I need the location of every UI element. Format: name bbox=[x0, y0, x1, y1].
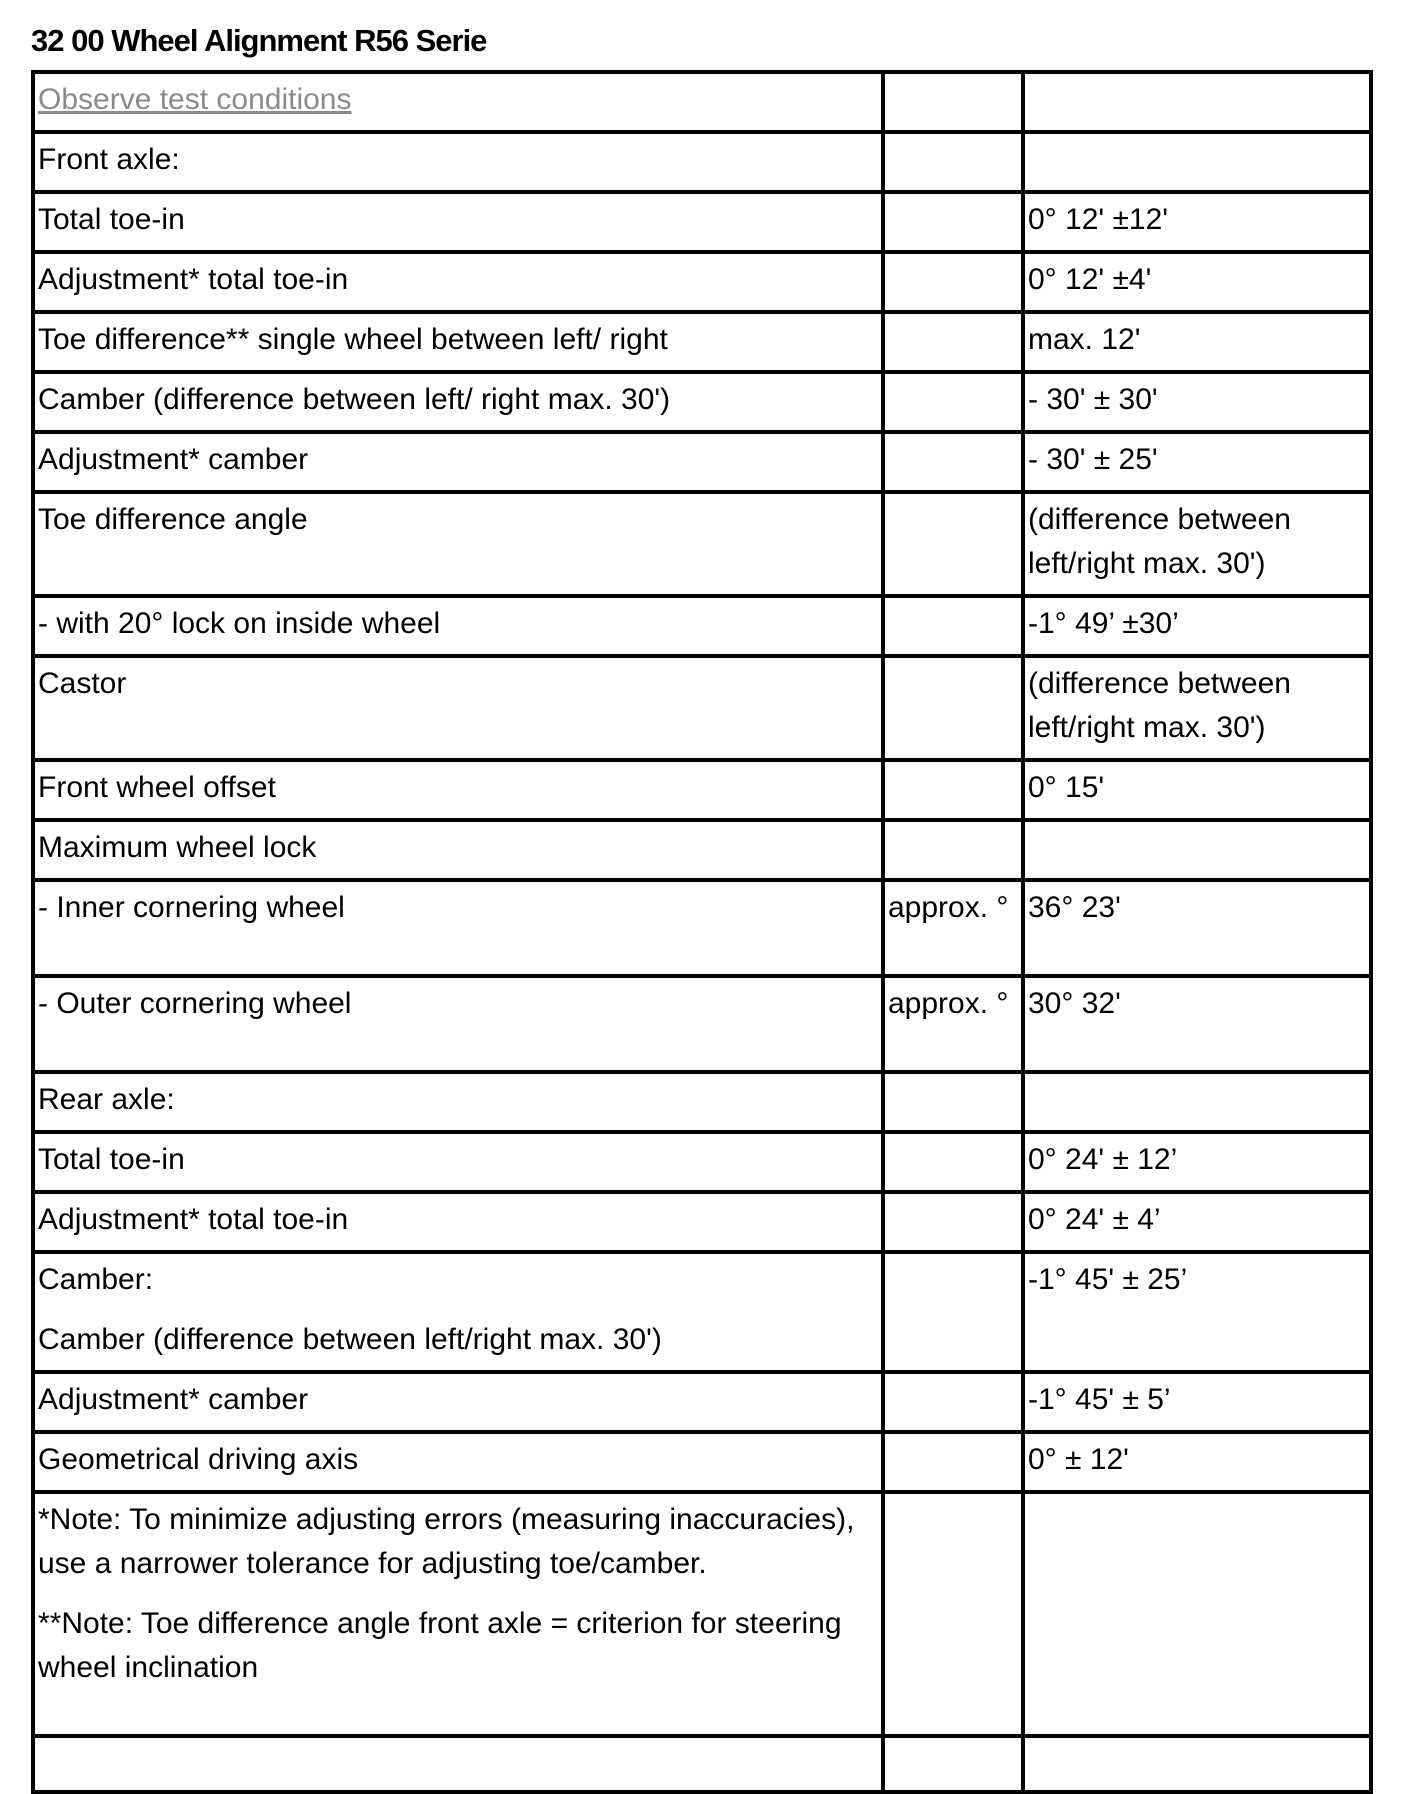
row-label: Total toe-in bbox=[33, 192, 883, 252]
test-conditions-link[interactable]: Observe test conditions bbox=[38, 83, 352, 116]
row-label: Adjustment* camber bbox=[33, 1372, 883, 1432]
table-row bbox=[33, 252, 1371, 312]
row-label: Maximum wheel lock bbox=[33, 820, 883, 880]
table-row bbox=[33, 880, 1371, 976]
row-value: (difference between left/right max. 30') bbox=[1023, 492, 1371, 596]
row-label: Castor bbox=[33, 656, 883, 760]
row-value bbox=[1023, 72, 1371, 132]
row-unit bbox=[883, 132, 1023, 192]
row-value: - 30' ± 30' bbox=[1023, 372, 1371, 432]
row-value: 0° 12' ±4' bbox=[1023, 252, 1371, 312]
camber-difference-label: Camber (difference between left/right max. 30') bbox=[38, 1323, 662, 1356]
table-row bbox=[33, 1252, 1371, 1372]
row-label: Adjustment* total toe-in bbox=[33, 1192, 883, 1252]
table-row bbox=[33, 312, 1371, 372]
row-unit: approx. ° bbox=[883, 880, 1023, 976]
row-unit bbox=[883, 432, 1023, 492]
table-row bbox=[33, 192, 1371, 252]
row-unit bbox=[883, 596, 1023, 656]
table-row bbox=[33, 820, 1371, 880]
row-unit bbox=[883, 760, 1023, 820]
note-toe-difference: **Note: Toe difference angle front axle = criterion for steering wheel inclination bbox=[38, 1607, 842, 1684]
row-value bbox=[1023, 820, 1371, 880]
row-unit bbox=[883, 192, 1023, 252]
row-value: 0° ± 12' bbox=[1023, 1432, 1371, 1492]
row-value: -1° 49’ ±30’ bbox=[1023, 596, 1371, 656]
row-label: Front axle: bbox=[33, 132, 883, 192]
row-label: Rear axle: bbox=[33, 1072, 883, 1132]
row-label: Geometrical driving axis bbox=[33, 1432, 883, 1492]
row-unit bbox=[883, 1372, 1023, 1432]
row-value: -1° 45' ± 5’ bbox=[1023, 1372, 1371, 1432]
table-row bbox=[33, 1432, 1371, 1492]
table-row bbox=[33, 656, 1371, 760]
row-unit bbox=[883, 1072, 1023, 1132]
row-label bbox=[33, 1252, 883, 1372]
row-label: - Inner cornering wheel bbox=[33, 880, 883, 976]
row-value bbox=[1023, 1072, 1371, 1132]
camber-heading: Camber: bbox=[38, 1263, 154, 1296]
row-value: 36° 23' bbox=[1023, 880, 1371, 976]
note-adjusting-errors: *Note: To minimize adjusting errors (measuring inaccuracies), use a narrower tolerance for adjusting toe/camber. bbox=[38, 1503, 855, 1580]
row-label: - Outer cornering wheel bbox=[33, 976, 883, 1072]
row-label: Adjustment* total toe-in bbox=[33, 252, 883, 312]
table-row bbox=[33, 760, 1371, 820]
table-row bbox=[33, 596, 1371, 656]
table-row bbox=[33, 372, 1371, 432]
row-unit bbox=[883, 1252, 1023, 1372]
row-label: Total toe-in bbox=[33, 1132, 883, 1192]
row-value bbox=[1023, 132, 1371, 192]
table-row bbox=[33, 492, 1371, 596]
row-label: - with 20° lock on inside wheel bbox=[33, 596, 883, 656]
row-unit bbox=[883, 1192, 1023, 1252]
row-unit bbox=[883, 492, 1023, 596]
row-unit bbox=[883, 372, 1023, 432]
row-label: Front wheel offset bbox=[33, 760, 883, 820]
table-row-notes bbox=[33, 1492, 1371, 1736]
table-row bbox=[33, 1192, 1371, 1252]
row-unit bbox=[883, 1132, 1023, 1192]
row-value: 30° 32' bbox=[1023, 976, 1371, 1072]
notes-cell bbox=[33, 1492, 883, 1736]
table-row bbox=[33, 132, 1371, 192]
row-label[interactable] bbox=[33, 72, 883, 132]
row-value: -1° 45' ± 25’ bbox=[1023, 1252, 1371, 1372]
row-value: - 30' ± 25' bbox=[1023, 432, 1371, 492]
table-row bbox=[33, 1072, 1371, 1132]
row-unit bbox=[883, 820, 1023, 880]
document-title: 32 00 Wheel Alignment R56 Serie bbox=[31, 23, 487, 58]
row-unit bbox=[883, 312, 1023, 372]
row-unit bbox=[883, 1492, 1023, 1736]
row-label: Camber (difference between left/ right max. 30') bbox=[33, 372, 883, 432]
table-row bbox=[33, 976, 1371, 1072]
table-row bbox=[33, 72, 1371, 132]
row-unit bbox=[883, 1432, 1023, 1492]
table-row bbox=[33, 432, 1371, 492]
table-row bbox=[33, 1372, 1371, 1432]
row-value: 0° 24' ± 12’ bbox=[1023, 1132, 1371, 1192]
row-unit bbox=[883, 252, 1023, 312]
row-label: Toe difference angle bbox=[33, 492, 883, 596]
row-unit bbox=[883, 72, 1023, 132]
row-unit: approx. ° bbox=[883, 976, 1023, 1072]
row-value: 0° 12' ±12' bbox=[1023, 192, 1371, 252]
row-value bbox=[1023, 1492, 1371, 1736]
table-row bbox=[33, 1132, 1371, 1192]
row-label: Adjustment* camber bbox=[33, 432, 883, 492]
row-value: (difference between left/right max. 30') bbox=[1023, 656, 1371, 760]
row-value: 0° 24' ± 4’ bbox=[1023, 1192, 1371, 1252]
row-label: Toe difference** single wheel between left/ right bbox=[33, 312, 883, 372]
wheel-alignment-table bbox=[31, 70, 1373, 1794]
row-value: 0° 15' bbox=[1023, 760, 1371, 820]
row-unit bbox=[883, 656, 1023, 760]
row-value: max. 12' bbox=[1023, 312, 1371, 372]
